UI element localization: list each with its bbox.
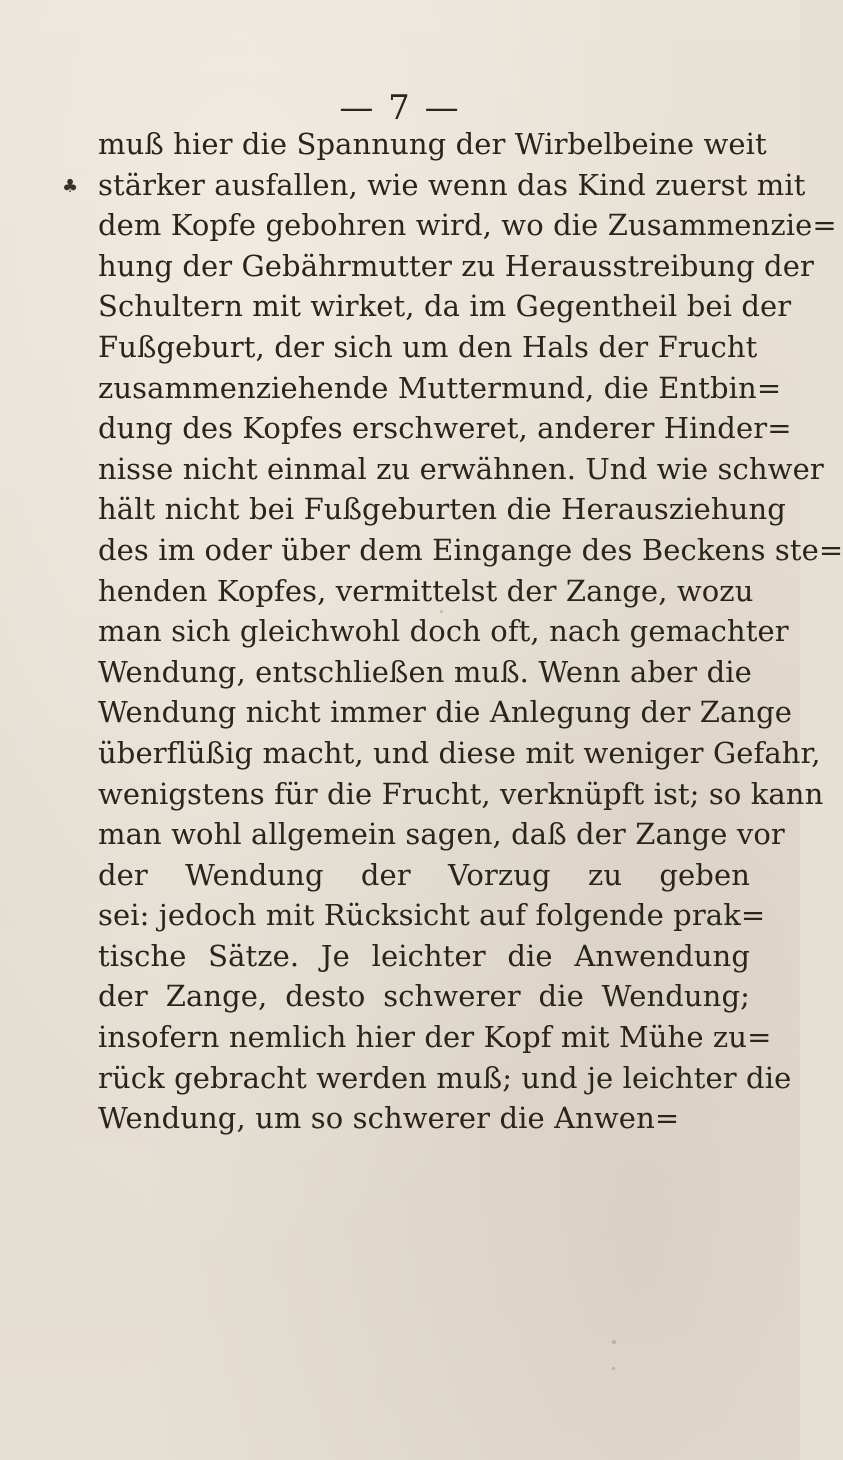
text-line: überflüßig macht, und diese mit weniger Gefahr, bbox=[98, 735, 821, 770]
text-line: wenigstens für die Frucht, verknüpft ist; so kann bbox=[98, 776, 824, 811]
text-line: insofern nemlich hier der Kopf mit Mühe zu= bbox=[98, 1020, 772, 1055]
text-line: Wendung, um so schwerer die Anwen= bbox=[98, 1101, 680, 1136]
text-line: zusammenziehende Muttermund, die Entbin= bbox=[98, 370, 782, 405]
body-text bbox=[98, 124, 843, 1139]
text-line: sei: jedoch mit Rücksicht auf folgende prak= bbox=[98, 898, 766, 933]
margin-mark-icon: ♣ bbox=[62, 176, 79, 197]
text-line: muß hier die Spannung der Wirbelbeine weit bbox=[98, 127, 767, 161]
text-line: rück gebracht werden muß; und je leichter die bbox=[98, 1060, 792, 1095]
text-line: henden Kopfes, vermittelst der Zange, wozu bbox=[98, 573, 754, 608]
text-line: hält nicht bei Fußgeburten die Herausziehung bbox=[98, 492, 786, 527]
text-line: dung des Kopfes erschweret, anderer Hinder= bbox=[98, 411, 792, 446]
text-line: stärker ausfallen, wie wenn das Kind zuerst mit bbox=[98, 167, 806, 202]
text-line: hung der Gebährmutter zu Herausstreibung der bbox=[98, 248, 814, 283]
page-number-header: — 7 — bbox=[339, 88, 461, 128]
text-line: Fußgeburt, der sich um den Hals der Frucht bbox=[98, 329, 758, 364]
text-line: tische Sätze. Je leichter die Anwendung bbox=[98, 938, 750, 973]
text-line: der Zange, desto schwerer die Wendung; bbox=[98, 979, 750, 1014]
text-line: man sich gleichwohl doch oft, nach gemachter bbox=[98, 614, 789, 649]
text-line: Wendung nicht immer die Anlegung der Zange bbox=[98, 695, 793, 730]
text-line: nisse nicht einmal zu erwähnen. Und wie schwer bbox=[98, 451, 824, 486]
text-line: des im oder über dem Eingange des Beckens ste= bbox=[98, 532, 843, 567]
text-line: Schultern mit wirket, da im Gegentheil bei der bbox=[98, 289, 792, 324]
paper-stain bbox=[440, 610, 443, 613]
text-line: Wendung, entschließen muß. Wenn aber die bbox=[98, 654, 752, 689]
paper-stain bbox=[612, 1340, 616, 1344]
text-line: man wohl allgemein sagen, daß der Zange vor bbox=[98, 817, 785, 852]
paper-stain bbox=[612, 1367, 615, 1370]
text-line: der Wendung der Vorzug zu geben bbox=[98, 857, 750, 892]
text-line: dem Kopfe gebohren wird, wo die Zusammenzie= bbox=[98, 208, 837, 243]
